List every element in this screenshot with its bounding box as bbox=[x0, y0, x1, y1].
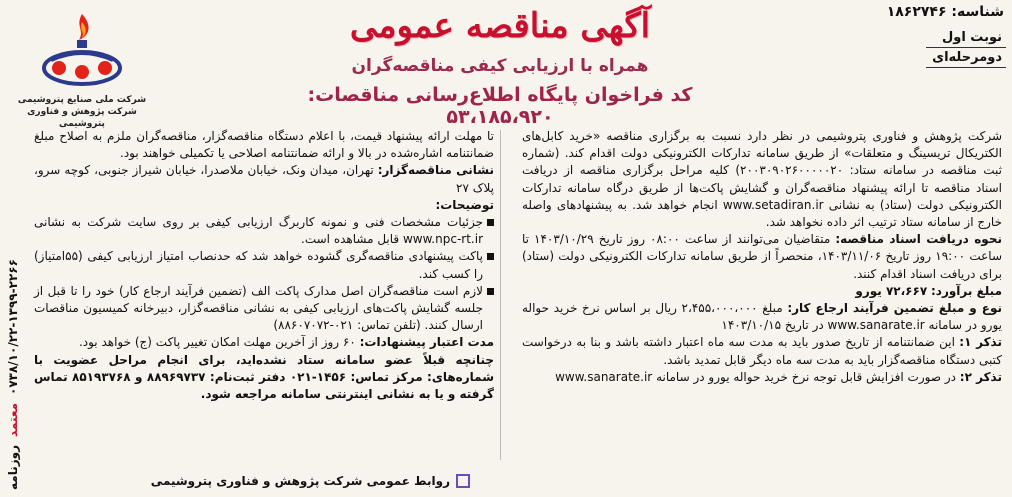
footer-text: روابط عمومی شرکت پژوهش و فناوری پتروشیمی bbox=[150, 474, 450, 488]
address-heading: نشانی مناقصه‌گزار: bbox=[377, 163, 494, 178]
list-item bbox=[34, 248, 494, 282]
validity-heading: مدت اعتبار پیشنهادات: bbox=[359, 335, 494, 350]
subtitle: همراه با ارزیابی کیفی مناقصه‌گران bbox=[351, 56, 649, 76]
note1-paragraph bbox=[522, 334, 1002, 368]
newspaper-side-label bbox=[2, 260, 24, 490]
bullet-text-2: پاکت پیشنهادی مناقصه‌گری گشوده خواهد شد که حدنصاب امتیاز ارزیابی کیفی (۵۵امتیاز) را کسب کند. bbox=[34, 249, 483, 281]
logo-caption-1: شرکت ملی صنایع پتروشیمی bbox=[17, 95, 147, 105]
company-logo bbox=[12, 10, 152, 130]
note1-heading: تذکر ۱: bbox=[959, 335, 1002, 350]
petrochemical-flame-logo-icon bbox=[37, 10, 127, 90]
docs-text: متقاضیان می‌توانند از ساعت ۰۸:۰۰ روز تاریخ ۱۴۰۳/۱۰/۲۹ تا ساعت ۱۹:۰۰ روز تاریخ ۱۴۰۳/۱۱/۰۶، منحصراً از طریق سامانه تدارکات الکترونیکی دولت (ستاد) برای دریافت اسناد اقدام کنند. bbox=[522, 232, 1003, 281]
intro-paragraph: شرکت پژوهش و فناوری پتروشیمی در نظر دارد نسبت به برگزاری مناقصه «خرید کابل‌های الکتریکال تریسینگ و متعلقات» از طریق سامانه تدارکات الکترونیکی دولت اقدام کند. (شماره ثبت مناقصه در سامانه ستاد: ۲۰۰۳۰۹۰۲۶۰۰۰۰۰۲۰) کلیه مراحل برگزاری مناقصه از دریافت اسناد مناقصه تا ارائه پیشنهاد مناقصه‌گران و گشایش پاکت‌ها از طریق درگاه سامانه تدارکات الکترونیکی دولت (ستاد) به نشانی www.setadiran.ir انجام خواهد شد. به پیشنهادهای واصله خارج از سامانه ستاد ترتیب اثر داده نخواهد شد. bbox=[522, 129, 1002, 230]
address-text: تهران، میدان ونک، خیابان ملاصدرا، خیابان شیراز جنوبی، کوچه سرو، پلاک ۲۷ bbox=[34, 163, 494, 195]
checkbox-square-icon bbox=[456, 474, 470, 488]
column-divider bbox=[500, 130, 501, 460]
ad-id: شناسه: ۱۸۶۲۷۴۶ bbox=[886, 4, 1004, 20]
estimate-heading: مبلغ برآورد: bbox=[930, 283, 1002, 298]
continuation-paragraph: تا مهلت ارائه پیشنهاد قیمت، با اعلام دستگاه مناقصه‌گزار، مناقصه‌گران ملزم به اصلاح مبلغ ضمانتنامه اشاره‌شده در بالا و ارائه ضمانتنامه اصلاحی یا تکمیلی خواهند بود. bbox=[34, 129, 494, 161]
note2-paragraph bbox=[522, 369, 1002, 386]
validity-text: ۶۰ روز از آخرین مهلت امکان تغییر پاکت (ج) خواهد بود. bbox=[78, 335, 356, 350]
docs-heading: نحوه دریافت اسناد مناقصه: bbox=[835, 232, 1002, 247]
bullet-text-3: لازم است مناقصه‌گران اصل مدارک پاکت الف (تضمین فرآیند ارجاع کار) خود را تا قبل از جلسه گشایش پاکت‌های ارزیابی کیفی به نشانی مناقصه‌گزار، دبیرخانه کمیسیون مناقصات ارسال کنند. (تلفن تماس: ۰۲۱-۸۸۶۰۷۰۷۲) bbox=[34, 283, 483, 333]
page-title: آگهی مناقصه عمومی bbox=[349, 6, 651, 46]
round-box bbox=[926, 28, 1006, 68]
list-item bbox=[34, 283, 494, 335]
validity-paragraph bbox=[34, 334, 494, 351]
list-item bbox=[34, 214, 494, 248]
guarantee-paragraph bbox=[522, 300, 1002, 334]
note2-heading: تذکر ۲: bbox=[959, 369, 1002, 384]
bullet-square-icon bbox=[487, 219, 494, 226]
newspaper-ref: ۰۷۳۸/۱۰/۲۲-۱۳۹۹-۲۲۶۶ bbox=[6, 259, 20, 396]
docs-paragraph bbox=[522, 231, 1002, 283]
bullet-text-1: جزئیات مشخصات فنی و نمونه کاربرگ ارزیابی کیفی بر روی سایت شرکت به نشانی www.npc-rt.ir قابل مشاهده است. bbox=[34, 215, 483, 247]
estimate-paragraph bbox=[522, 283, 1002, 300]
round-first: نوبت اول bbox=[926, 28, 1006, 48]
address-paragraph bbox=[34, 162, 494, 196]
logo-caption-2: شرکت پژوهش و فناوری پتروشیمی bbox=[27, 107, 137, 129]
footer bbox=[110, 470, 470, 492]
note2-text: در صورت افزایش قابل توجه نرخ خرید حواله یورو در سامانه www.sanarate.ir bbox=[555, 369, 956, 384]
membership-paragraph: چنانچه قبلاً عضو سامانه ستاد نشده‌اید، برای انجام مراحل عضویت با شماره‌های: مرکز تماس: ۱۴۵۶-۰۲۱ دفتر ثبت‌نام: ۸۸۹۶۹۷۳۷ و ۸۵۱۹۳۷۶۸ تماس گرفته و یا به نشانی اینترنتی سامانه مراجعه شود. bbox=[34, 352, 495, 402]
newspaper-name: معتمد bbox=[6, 403, 20, 438]
bullet-square-icon bbox=[487, 253, 494, 260]
round-second: دومرحله‌ای bbox=[926, 48, 1006, 68]
note1-text: این ضمانتنامه از تاریخ صدور باید به مدت سه ماه اعتبار داشته باشد و بنا به درخواست کتبی دستگاه مناقصه‌گزار باید به مدت سه ماه دیگر قابل تمدید باشد. bbox=[522, 335, 1002, 367]
bullet-square-icon bbox=[487, 288, 494, 295]
notes-heading: توضیحات: bbox=[435, 197, 494, 212]
estimate-value: ۷۲،۶۶۷ یورو bbox=[855, 283, 928, 298]
guarantee-text: مبلغ ۲،۴۵۵،۰۰۰،۰۰۰ ریال بر اساس نرخ خرید حواله یورو در سامانه www.sanarate.ir در تاریخ ۱۴۰۳/۱۰/۱۵ bbox=[522, 301, 1002, 333]
guarantee-heading: نوع و مبلغ تضمین فرآیند ارجاع کار: bbox=[787, 301, 1002, 316]
left-column bbox=[34, 128, 494, 468]
tender-code: کد فراخوان پایگاه اطلاع‌رسانی مناقصات: ۵۳،۱۸۵،۹۲۰ bbox=[307, 84, 693, 128]
right-column bbox=[522, 128, 1002, 448]
newspaper-label: روزنامه bbox=[6, 445, 20, 491]
